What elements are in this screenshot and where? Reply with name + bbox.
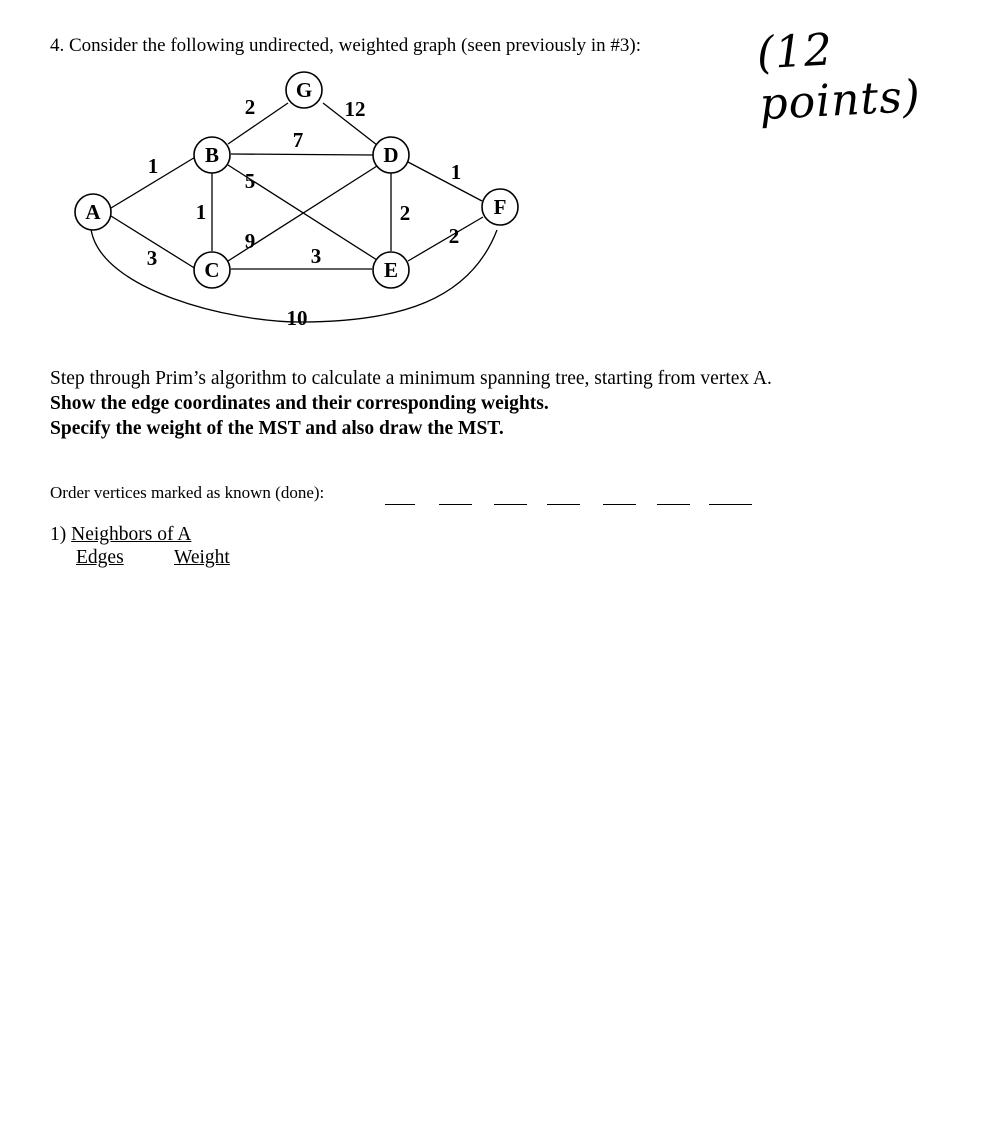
order-blank-7[interactable] — [709, 504, 752, 505]
order-blank-2[interactable] — [439, 504, 472, 505]
weight-A-F: 10 — [286, 306, 308, 330]
weight-B-G: 2 — [244, 95, 256, 119]
order-blank-5[interactable] — [603, 504, 636, 505]
node-G-label: G — [295, 78, 313, 102]
instructions — [50, 366, 772, 441]
instructions-line-1: Step through Prim’s algorithm to calculate a minimum spanning tree, starting from vertex A. — [50, 368, 772, 389]
weight-A-C: 3 — [146, 246, 158, 270]
weight-G-D: 12 — [344, 97, 366, 121]
order-blank-4[interactable] — [547, 504, 580, 505]
weight-D-E: 2 — [399, 201, 411, 225]
weight-C-E: 3 — [310, 244, 322, 268]
order-blank-3[interactable] — [494, 504, 527, 505]
instructions-line-3: Specify the weight of the MST and also draw the MST. — [50, 418, 504, 439]
weight-B-E: 5 — [244, 169, 256, 193]
instructions-line-2: Show the edge coordinates and their corresponding weights. — [50, 393, 549, 414]
order-blank-6[interactable] — [657, 504, 690, 505]
weight-B-C: 1 — [195, 200, 207, 224]
column-edges-header: Edges — [76, 547, 124, 568]
edge-E-F — [408, 217, 483, 261]
edge-D-F — [408, 162, 482, 201]
weight-B-D: 7 — [292, 128, 304, 152]
node-C-label: C — [204, 258, 220, 282]
node-A-label: A — [85, 200, 101, 224]
order-label: Order vertices marked as known (done): — [50, 483, 325, 502]
weight-D-F: 1 — [450, 160, 462, 184]
weight-E-F: 2 — [448, 224, 460, 248]
weight-C-D: 9 — [244, 229, 256, 253]
step-1-number: 1) — [50, 524, 67, 545]
node-D-label: D — [383, 143, 399, 167]
step-1-heading: Neighbors of A — [71, 524, 192, 545]
edge-B-G — [228, 103, 288, 144]
node-F-label: F — [493, 195, 507, 219]
weight-A-B: 1 — [147, 154, 159, 178]
edge-B-D — [231, 154, 373, 155]
node-E-label: E — [383, 258, 399, 282]
points-annotation: (12 points) — [755, 24, 923, 131]
step-1 — [50, 522, 191, 547]
order-blank-1[interactable] — [385, 504, 415, 505]
node-B-label: B — [204, 143, 220, 167]
weighted-graph — [0, 60, 560, 350]
question-text: 4. Consider the following undirected, weighted graph (seen previously in #3): — [50, 35, 641, 56]
column-weight-header: Weight — [174, 547, 230, 568]
